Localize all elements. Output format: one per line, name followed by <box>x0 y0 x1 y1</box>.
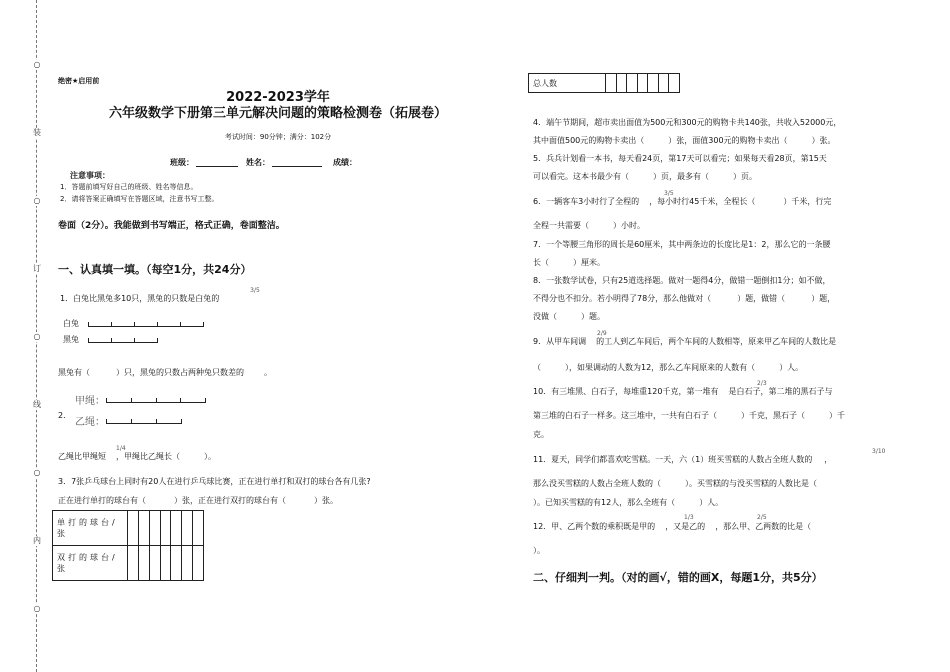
q9-line-2: （ ），如果调动的人数为12，那么乙车间原来的人数有（ ）人。 <box>533 363 804 372</box>
section2-title: 二、仔细判一判。（对的画√，错的画X，每题1分，共5分） <box>533 571 823 584</box>
q3-table-row-label: 双打的球台/张 <box>53 546 128 581</box>
binding-circle-mark: ○ <box>30 196 44 206</box>
q3-question: 3．7张乒乓球台上同时有20人在进行乒乓球比赛，正在进行单打和双打的球台各有几张? <box>58 477 371 486</box>
q6-line-1: 6．一辆客车3小时行了全程的 ，每小时行45千米，全程长（ ）千米，行完 <box>533 197 832 206</box>
neatness-note: 卷面（2分）。我能做到书写端正，格式正确，卷面整洁。 <box>58 221 285 231</box>
exam-title: 六年级数学下册第三单元解决问题的策略检测卷（拓展卷） <box>108 106 447 121</box>
q10-line-2: 第三堆的白石子一样多。这三堆中，一共有白石子（ ）千克，黑石子（ ）千 <box>533 411 845 420</box>
q11-fraction: 3/10 <box>872 448 886 455</box>
q2-fraction: 1/4 <box>116 445 126 452</box>
q1-white-label: 白兔 <box>63 319 79 328</box>
q3-answer-line: 正在进行单打的球台有（ ）张，正在进行双打的球台有（ ）张。 <box>58 496 338 505</box>
q3-table <box>52 510 204 581</box>
score-label: 成绩： <box>333 158 357 167</box>
binding-mark-xian: 线 <box>30 400 44 410</box>
q10-line-3: 克。 <box>533 430 549 439</box>
total-people-label: 总人数 <box>529 74 606 93</box>
q5-line-2: 可以看完。这本书最少有（ ）页，最多有（ ）页。 <box>533 172 757 181</box>
q9-fraction: 2/9 <box>597 330 607 337</box>
binding-circle-mark: ○ <box>30 468 44 478</box>
q1-white-bar <box>88 322 204 327</box>
q4-line-2: 其中面值500元的购物卡卖出（ ）张，面值300元的购物卡卖出（ ）张。 <box>533 136 836 145</box>
q2-yi-bar <box>106 419 182 424</box>
q1-text: 1．白兔比黑兔多10只，黑兔的只数是白兔的 <box>60 294 220 303</box>
q1-black-bar <box>88 338 158 343</box>
q12-fraction-1: 1/3 <box>684 514 694 521</box>
q1-answer-line: 黑兔有（ ）只，黑兔的只数占两种兔只数差的 。 <box>58 368 272 377</box>
q4-line-1: 4．端午节期间，超市卖出面值为500元和300元的购物卡共140张，共收入52000元， <box>533 118 842 127</box>
name-label: 姓名： <box>246 158 270 167</box>
binding-mark-ding: 订 <box>30 264 44 274</box>
binding-circle-mark: ○ <box>30 332 44 342</box>
binding-mark-nei: 内 <box>30 536 44 546</box>
q8-line-2: 不得分也不扣分。若小明得了78分，那么他做对（ ）题，做错（ ）题， <box>533 294 836 303</box>
q10-fraction: 2/3 <box>757 380 767 387</box>
q2-jia-bar <box>106 398 206 403</box>
section1-title: 一、认真填一填。（每空1分，共24分） <box>58 263 252 276</box>
notice-item-1: 1．答题前填写好自己的班级、姓名等信息。 <box>60 183 198 191</box>
total-people-table <box>528 73 680 93</box>
q2-yi-label: 乙绳： <box>75 417 105 428</box>
q12-line-1: 12．甲、乙两个数的乘积既是甲的 ，又是乙的 ，那么甲、乙两数的比是（ <box>533 522 812 531</box>
q3-table-row-label: 单打的球台/张 <box>53 511 128 546</box>
secret-label: 绝密★启用前 <box>58 77 100 85</box>
q8-line-3: 没做（ ）题。 <box>533 312 605 321</box>
q9-line-1: 9．从甲车间调 的工人到乙车间后，两个车间的人数相等，原来甲乙车间的人数比是 <box>533 337 837 346</box>
q7-line-1: 7．一个等腰三角形的周长是60厘米，其中两条边的长度比是1：2，那么它的一条腰 <box>533 240 831 249</box>
notice-title: 注意事项： <box>70 171 110 180</box>
q1-black-label: 黑兔 <box>63 335 79 344</box>
q1-fraction: 3/5 <box>250 287 260 294</box>
class-field[interactable] <box>196 166 238 167</box>
binding-circle-mark: ○ <box>30 60 44 70</box>
q6-line-2: 全程一共需要（ ）小时。 <box>533 221 645 230</box>
q11-line-2: 那么没买雪糕的人数占全班人数的（ ）。买雪糕的与没买雪糕的人数比是（ <box>533 479 817 488</box>
exam-info: 考试时间：90分钟；满分：102分 <box>224 133 332 141</box>
q12-fraction-2: 2/5 <box>757 514 767 521</box>
class-label: 班级： <box>170 158 194 167</box>
q5-line-1: 5．兵兵计划看一本书，每天看24页，第17天可以看完；如果每天看28页，第15天 <box>533 154 827 163</box>
notice-item-2: 2．请将答案正确填写在答题区域，注意书写工整。 <box>60 195 219 203</box>
q11-line-1: 11．夏天，同学们都喜欢吃雪糕。一天，六（1）班买雪糕的人数占全班人数的 ， <box>533 455 833 464</box>
q10-line-1: 10．有三堆黑、白石子，每堆重120千克，第一堆有 是白石子，第二堆的黑石子与 <box>533 387 833 396</box>
q2-number: 2． <box>58 411 72 420</box>
name-field[interactable] <box>272 166 322 167</box>
q2-jia-label: 甲绳： <box>75 396 105 407</box>
q6-fraction: 3/5 <box>664 190 674 197</box>
q12-line-2: ）。 <box>533 546 545 555</box>
binding-margin <box>30 0 44 672</box>
binding-circle-mark: ○ <box>30 604 44 614</box>
q8-line-1: 8．一张数学试卷，只有25道选择题。做对一题得4分，做错一题倒扣1分；如不做， <box>533 276 831 285</box>
q2-answer-line: 乙绳比甲绳短 ，甲绳比乙绳长（ ）。 <box>58 452 216 461</box>
binding-mark-zhuang: 装 <box>30 128 44 138</box>
exam-year: 2022-2023学年 <box>226 90 330 105</box>
q7-line-2: 长（ ）厘米。 <box>533 258 605 267</box>
q11-line-3: ）。已知买雪糕的有12人，那么全班有（ ）人。 <box>533 498 724 507</box>
